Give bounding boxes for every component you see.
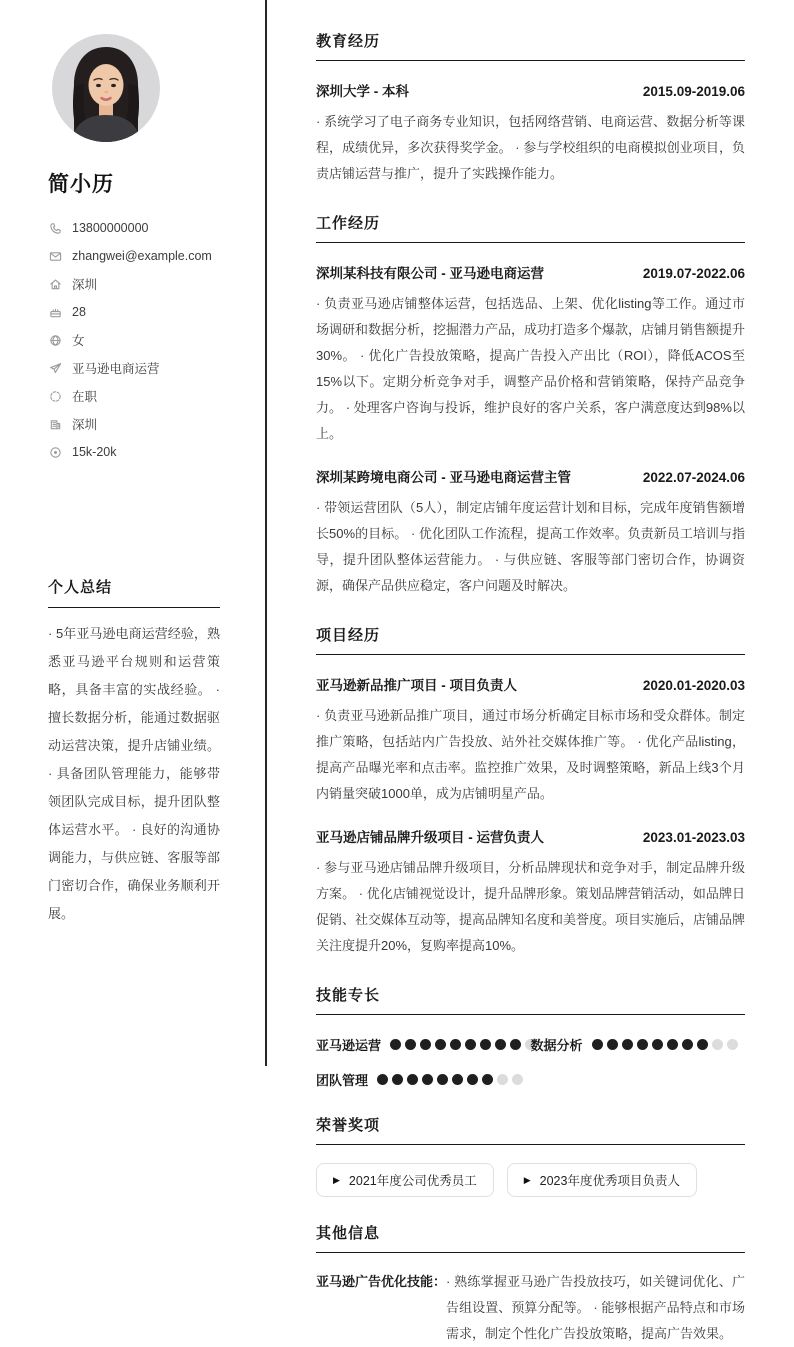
contact-city bbox=[48, 270, 220, 298]
work-item bbox=[316, 262, 745, 447]
sidebar bbox=[0, 0, 267, 1066]
contact-phone-value: 13800000000 bbox=[72, 221, 149, 235]
section-education bbox=[316, 30, 745, 187]
honor-label: 2023年度优秀项目负责人 bbox=[539, 1174, 680, 1188]
honor-label: 2021年度公司优秀员工 bbox=[348, 1174, 477, 1188]
salary-icon bbox=[48, 445, 62, 459]
play-icon: ▶ bbox=[333, 1174, 340, 1185]
contact-list bbox=[48, 214, 220, 466]
work-desc: · 负责亚马逊店铺整体运营，包括选品、上架、优化listing等工作。通过市场调研和数据分析，挖掘潜力产品，成功打造多个爆款，店铺月销售额提升30%。 · 优化广告投放策略，提高广告投入产出比（ROI），降低ACOS至15%以下。定期分析竞争对手，调整产品价格和营销策略，保持产品竞争力。 · 处理客户咨询与投诉，维护良好的客户关系，客户满意度达到98%以上。 bbox=[316, 296, 746, 441]
honor-badges bbox=[316, 1163, 745, 1197]
contact-status-value: 在职 bbox=[72, 390, 98, 404]
skill-item bbox=[316, 1070, 531, 1089]
skill-level-dots bbox=[377, 1074, 523, 1085]
project-name: 亚马逊店铺品牌升级项目 - 运营负责人 bbox=[316, 830, 544, 845]
skill-item bbox=[316, 1035, 531, 1054]
work-company: 深圳某科技有限公司 - 亚马逊电商运营 bbox=[316, 266, 544, 281]
honor-badge bbox=[507, 1163, 697, 1197]
skill-label: 团队管理 bbox=[316, 1073, 369, 1088]
contact-salary-value: 15k-20k bbox=[72, 445, 117, 459]
section-honors bbox=[316, 1114, 745, 1197]
contact-age-value: 28 bbox=[72, 305, 86, 319]
other-info-label: 亚马逊广告优化技能： bbox=[316, 1274, 447, 1289]
contact-email bbox=[48, 242, 220, 270]
summary-title: 个人总结 bbox=[48, 576, 220, 608]
contact-phone bbox=[48, 214, 220, 242]
contact-salary bbox=[48, 438, 220, 466]
education-desc: · 系统学习了电子商务专业知识，包括网络营销、电商运营、数据分析等课程，成绩优异，多次获得奖学金。 · 参与学校组织的电商模拟创业项目，负责店铺运营与推广，提升了实践操作能力。 bbox=[316, 114, 745, 181]
mail-icon bbox=[48, 249, 62, 263]
skill-item bbox=[531, 1035, 746, 1054]
contact-age bbox=[48, 298, 220, 326]
company-icon bbox=[48, 417, 62, 431]
other-title: 其他信息 bbox=[316, 1222, 745, 1253]
home-icon bbox=[48, 277, 62, 291]
main-content bbox=[267, 0, 794, 1341]
education-title: 教育经历 bbox=[316, 30, 745, 61]
skill-label: 亚马逊运营 bbox=[316, 1038, 382, 1053]
avatar-portrait-illustration bbox=[52, 34, 160, 142]
contact-gender bbox=[48, 326, 220, 354]
work-date: 2022.07-2024.06 bbox=[642, 470, 745, 485]
contact-city-value: 深圳 bbox=[72, 278, 98, 292]
project-item bbox=[316, 674, 745, 807]
project-item bbox=[316, 826, 745, 959]
section-other bbox=[316, 1222, 745, 1347]
contact-company-city bbox=[48, 410, 220, 438]
summary-section bbox=[48, 576, 220, 928]
contact-position-value: 亚马逊电商运营 bbox=[72, 362, 160, 376]
projects-title: 项目经历 bbox=[316, 624, 745, 655]
section-skills bbox=[316, 984, 745, 1089]
work-company: 深圳某跨境电商公司 - 亚马逊电商运营主管 bbox=[316, 470, 571, 485]
education-date: 2015.09-2019.06 bbox=[642, 84, 745, 99]
work-title: 工作经历 bbox=[316, 212, 745, 243]
contact-position bbox=[48, 354, 220, 382]
contact-company-city-value: 深圳 bbox=[72, 418, 98, 432]
avatar bbox=[52, 34, 160, 142]
section-projects bbox=[316, 624, 745, 959]
summary-text: · 5年亚马逊电商运营经验，熟悉亚马逊平台规则和运营策略，具备丰富的实战经验。 · 擅长数据分析，能通过数据驱动运营决策，提升店铺业绩。 · 具备团队管理能力，能够带领团队完成目标，提升团队整体运营水平。 · 良好的沟通协调能力，与供应链、客服等部门密切合作，确保业务顺利开展。 bbox=[48, 626, 220, 921]
other-info-text: · 熟练掌握亚马逊广告投放技巧，如关键词优化、广告组设置、预算分配等。 · 能够根据产品特点和市场需求，制定个性化广告投放策略，提高广告效果。 bbox=[446, 1274, 745, 1341]
skill-level-dots bbox=[592, 1039, 738, 1050]
age-icon bbox=[48, 305, 62, 319]
status-icon bbox=[48, 389, 62, 403]
honors-title: 荣誉奖项 bbox=[316, 1114, 745, 1145]
skills-grid bbox=[316, 1035, 745, 1089]
phone-icon bbox=[48, 221, 62, 235]
gender-icon bbox=[48, 333, 62, 347]
other-info-row bbox=[316, 1269, 745, 1347]
honor-badge bbox=[316, 1163, 494, 1197]
education-item bbox=[316, 80, 745, 187]
work-date: 2019.07-2022.06 bbox=[642, 266, 745, 281]
project-date: 2020.01-2020.03 bbox=[642, 678, 745, 693]
skills-title: 技能专长 bbox=[316, 984, 745, 1015]
contact-gender-value: 女 bbox=[72, 334, 85, 348]
play-icon: ▶ bbox=[523, 1174, 531, 1185]
person-name: 简小历 bbox=[48, 173, 114, 196]
skill-level-dots bbox=[390, 1039, 536, 1050]
education-school: 深圳大学 - 本科 bbox=[316, 84, 409, 99]
contact-status bbox=[48, 382, 220, 410]
project-name: 亚马逊新品推广项目 - 项目负责人 bbox=[316, 678, 517, 693]
work-desc: · 带领运营团队（5人），制定店铺年度运营计划和目标，完成年度销售额增长50%的目标。 · 优化团队工作流程，提高工作效率。负责新员工培训与指导，提升团队整体运营能力。 · 与供应链、客服等部门密切合作，协调资源，确保产品供应稳定，客户问题及时解决。 bbox=[316, 500, 745, 593]
project-date: 2023.01-2023.03 bbox=[642, 830, 745, 845]
skill-label: 数据分析 bbox=[530, 1038, 583, 1053]
section-work bbox=[316, 212, 745, 599]
project-desc: · 参与亚马逊店铺品牌升级项目，分析品牌现状和竞争对手，制定品牌升级方案。 · 优化店铺视觉设计，提升品牌形象。策划品牌营销活动，如品牌日促销、社交媒体互动等，提高品牌知名度和美誉度。项目实施后，店铺品牌关注度提升20%，复购率提高10%。 bbox=[316, 860, 746, 953]
work-item bbox=[316, 466, 745, 599]
position-icon bbox=[48, 361, 62, 375]
contact-email-value: zhangwei@example.com bbox=[72, 249, 212, 263]
project-desc: · 负责亚马逊新品推广项目，通过市场分析确定目标市场和受众群体。制定推广策略，包括站内广告投放、站外社交媒体推广等。 · 优化产品listing，提高产品曝光率和点击率。监控推广效果，及时调整策略，新品上线3个月内销量突破1000单，成为店铺明星产品。 bbox=[316, 708, 745, 801]
